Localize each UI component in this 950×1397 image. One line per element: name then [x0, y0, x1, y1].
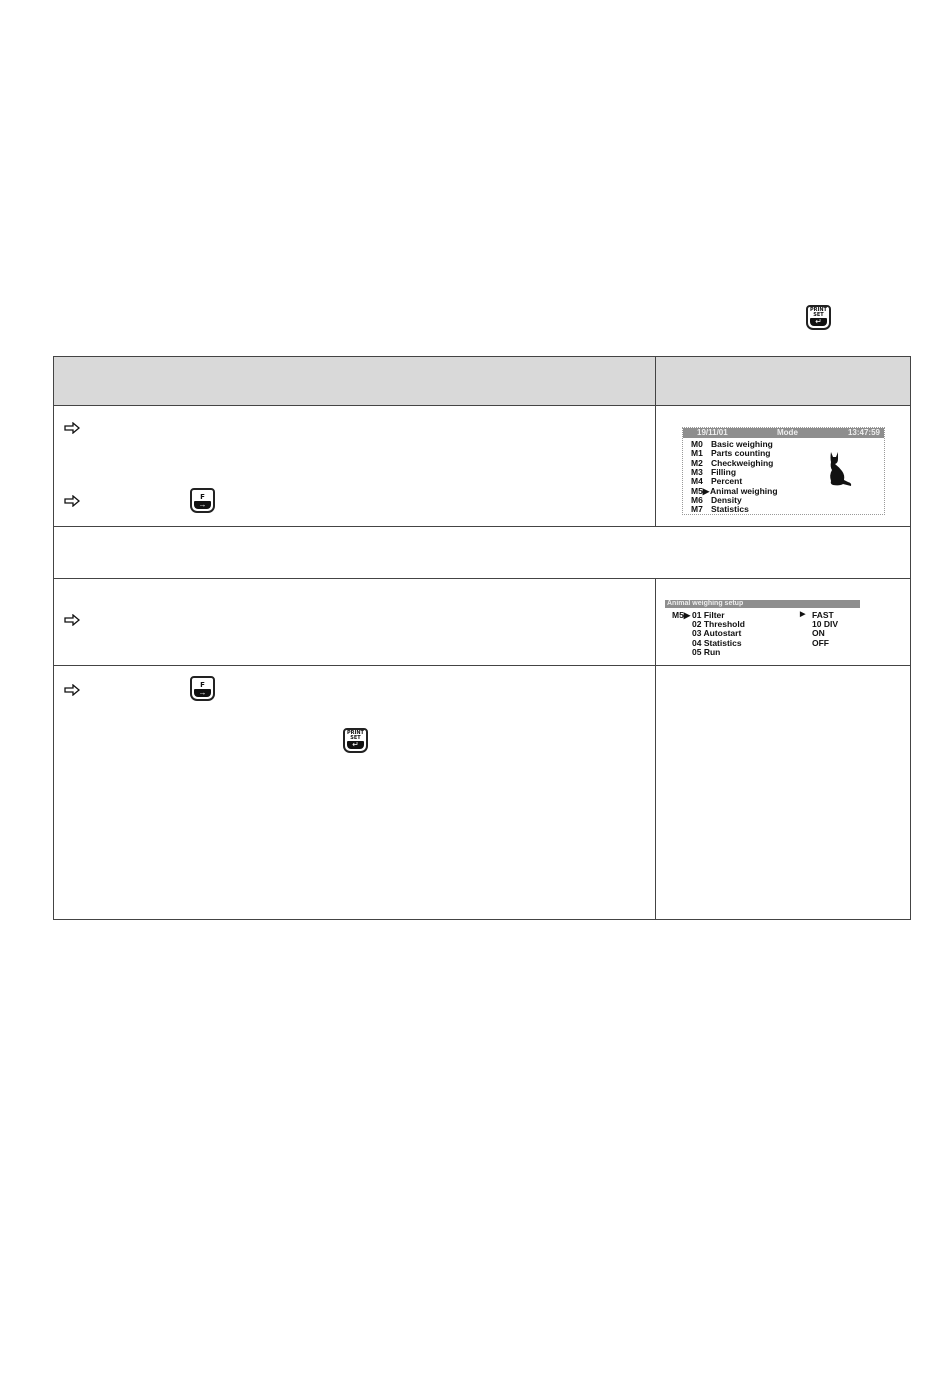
print-key-label: PRINT SET	[347, 730, 364, 741]
mode-code: M2	[691, 457, 703, 468]
print-set-key-icon	[343, 728, 368, 753]
mode-code: M7	[691, 504, 703, 515]
screen-title: Mode	[777, 428, 798, 437]
setup-value: OFF	[812, 637, 829, 648]
step-arrow-icon	[64, 684, 80, 696]
enter-arrow-icon: ↵	[810, 318, 827, 326]
mode-label: Animal weighing	[710, 485, 778, 496]
mode-code: M0	[691, 439, 703, 449]
mode-label: Checkweighing	[711, 457, 774, 468]
mode-label: Parts counting	[711, 448, 771, 459]
mode-label: Statistics	[711, 504, 749, 515]
mode-label: Filling	[711, 466, 737, 477]
setup-value: 10 DIV	[812, 619, 838, 630]
screen-time: 13:47:59	[847, 428, 880, 437]
f-key-icon: F →	[190, 488, 215, 513]
screen-title-bar	[683, 428, 884, 438]
setup-item: 04 Statistics	[692, 637, 742, 648]
mode-label: Basic weighing	[711, 439, 773, 449]
setup-item: 02 Threshold	[692, 619, 745, 630]
mode-code: M3	[691, 466, 703, 477]
print-set-key-icon	[806, 305, 831, 330]
setup-marker: ▶	[800, 611, 806, 618]
step-arrow-icon	[64, 422, 80, 434]
mode-label: Percent	[711, 476, 743, 487]
setup-item: 05 Run	[692, 646, 721, 656]
mode-menu-screen	[682, 427, 885, 515]
setup-value: FAST	[812, 610, 834, 620]
right-arrow-icon: →	[194, 501, 211, 509]
right-arrow-icon: →	[194, 689, 211, 697]
step-arrow-icon	[64, 495, 80, 507]
setup-prefix: M5▶	[672, 610, 691, 620]
setup-item: 03 Autostart	[692, 628, 742, 639]
mode-code: M5▶	[691, 485, 710, 496]
mode-code: M6	[691, 494, 703, 505]
enter-arrow-icon: ↵	[347, 741, 364, 749]
setup-item: 01 Filter	[692, 610, 725, 620]
mode-code: M1	[691, 448, 703, 459]
mode-label: Density	[711, 494, 742, 505]
step-arrow-icon	[64, 614, 80, 626]
print-key-label: PRINT SET	[810, 307, 827, 318]
setup-title-bar: Animal weighing setup	[665, 600, 860, 608]
mode-code: M4	[691, 476, 703, 487]
screen-date: 19/11/01	[697, 428, 728, 437]
animal-silhouette-icon	[823, 450, 855, 488]
animal-weighing-setup-screen	[665, 600, 865, 656]
table-header	[54, 357, 910, 405]
f-key-icon: F →	[190, 676, 215, 701]
setup-value: ON	[812, 628, 825, 639]
